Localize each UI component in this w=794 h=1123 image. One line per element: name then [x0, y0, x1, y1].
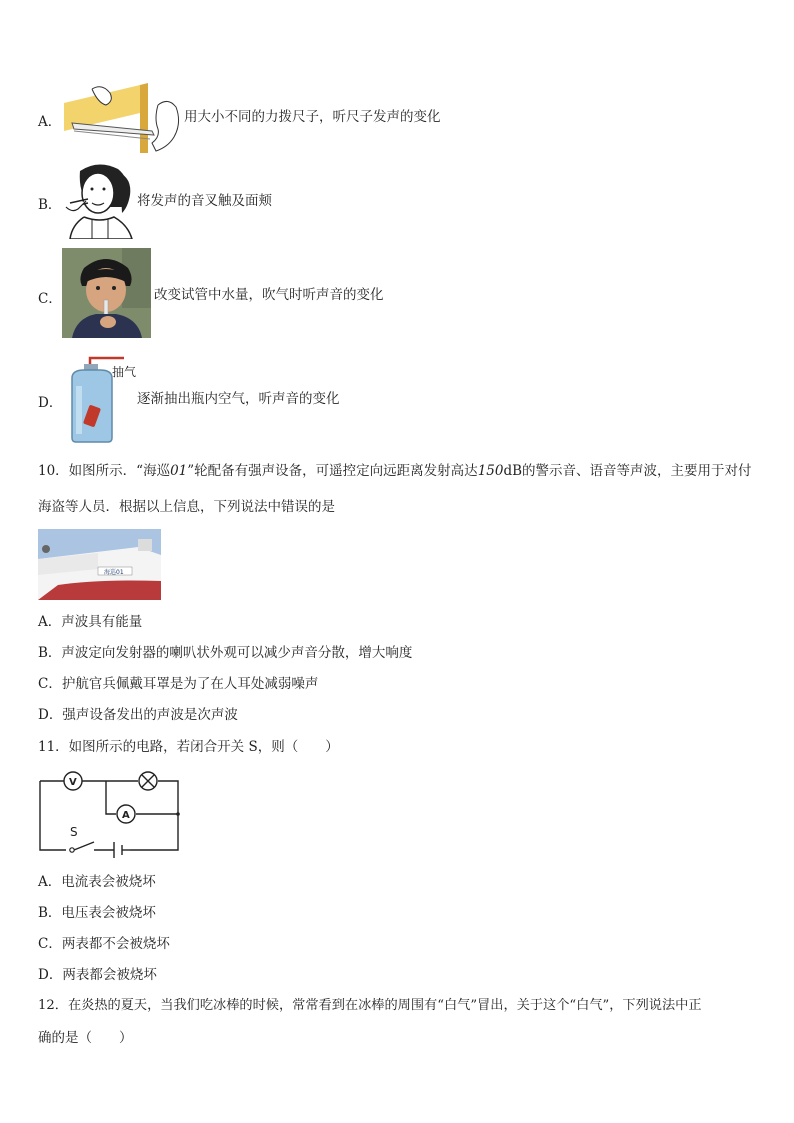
circuit-diagram [36, 766, 182, 860]
question-10-stem-line2: 海盗等人员．根据以上信息，下列说法中错误的是 [38, 499, 335, 515]
option-text: 用大小不同的力拨尺子，听尺子发声的变化 [184, 109, 441, 125]
question-12-stem-line2: 确的是（ ） [38, 1030, 133, 1046]
stem-part: ”轮配备有强声设备，可遥控定向远距离发射高达 [187, 463, 478, 479]
q10-choice-b: B．声波定向发射器的喇叭状外观可以减少声音分散，增大响度 [38, 645, 413, 661]
q10-choice-c: C．护航官兵佩戴耳罩是为了在人耳处减弱噪声 [38, 676, 319, 692]
q10-choice-d: D．强声设备发出的声波是次声波 [38, 707, 238, 723]
question-11-stem: 11．如图所示的电路，若闭合开关 S，则（ ） [38, 739, 339, 755]
question-12-stem: 12．在炎热的夏天，当我们吃冰棒的时候，常常看到在冰棒的周围有“白气”冒出，关于这个“白气”，下列说法中正 [38, 998, 702, 1013]
option-letter: D． [38, 395, 63, 411]
option-letter: B． [38, 197, 62, 213]
switch-icon [70, 848, 74, 852]
q10-choice-a: A．声波具有能量 [38, 614, 143, 630]
tuning-fork-face-illustration [62, 163, 136, 239]
voltmeter-label: V [69, 777, 77, 788]
ruler-pluck-illustration [62, 83, 182, 153]
stem-part: 10．如图所示．“海巡 [38, 463, 171, 479]
stem-italic: 01 [170, 463, 188, 479]
question-10-stem [38, 462, 752, 480]
pump-air-label: 抽气 [112, 365, 137, 379]
boy-blowing-test-tube-photo [62, 248, 151, 338]
q11-choice-a: A．电流表会被烧坏 [38, 874, 156, 890]
ship-hull-label: 海巡01 [104, 569, 124, 576]
option-text: 逐渐抽出瓶内空气，听声音的变化 [137, 391, 340, 407]
q11-choice-d: D．两表都会被烧坏 [38, 967, 157, 983]
stem-part: dB的警示音、语音等声波，主要用于对付 [503, 463, 752, 479]
stem-italic: 150 [477, 463, 504, 479]
patrol-ship-photo [38, 529, 161, 600]
ammeter-label: A [122, 810, 130, 821]
option-text: 将发声的音叉触及面颊 [137, 193, 272, 209]
option-text: 改变试管中水量，吹气时听声音的变化 [154, 287, 384, 303]
option-letter: A． [38, 114, 62, 130]
q11-choice-b: B．电压表会被烧坏 [38, 905, 156, 921]
switch-label: S [70, 825, 78, 839]
q11-choice-c: C．两表都不会被烧坏 [38, 936, 170, 952]
option-letter: C． [38, 291, 62, 307]
